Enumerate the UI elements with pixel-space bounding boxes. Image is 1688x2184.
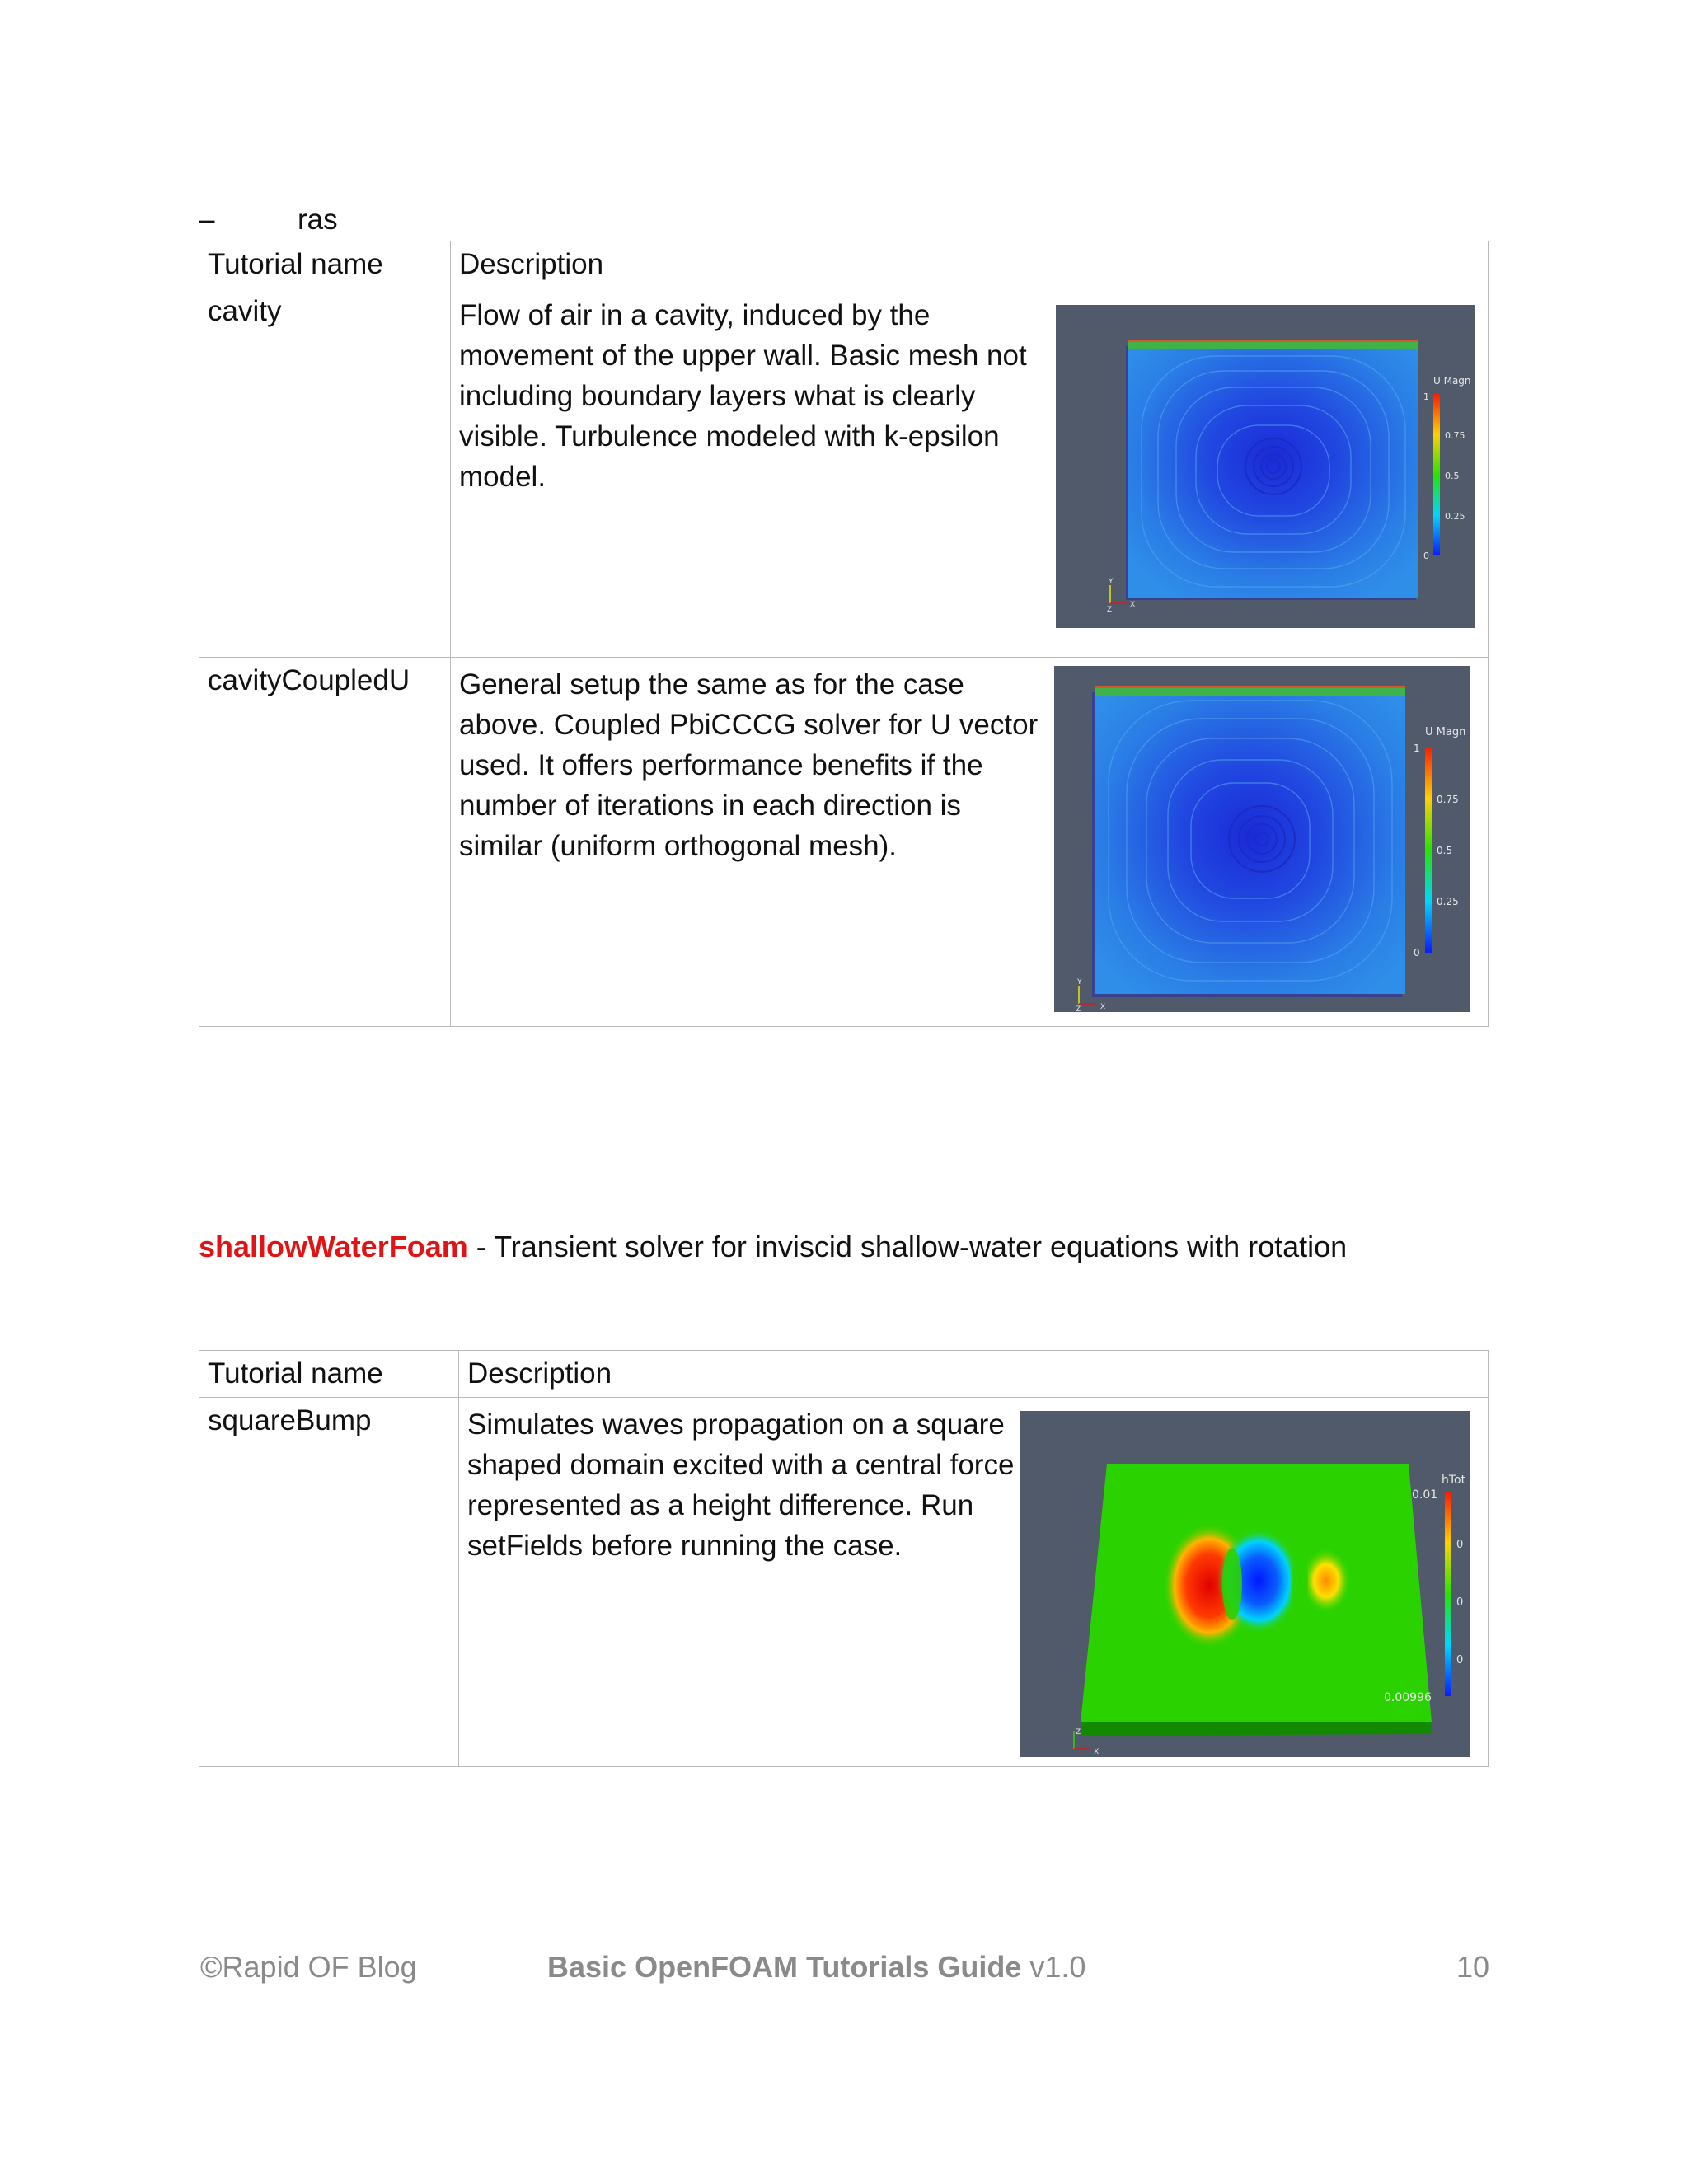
bullet-dash: –: [199, 204, 215, 236]
table-row: [199, 658, 1489, 1027]
tutorial-description: Simulates waves propagation on a square shaped domain excited with a central force represented as a height difference. Run setFields before running the case.: [467, 1408, 1015, 1562]
page-number: 10: [1456, 1950, 1489, 1984]
table-header-row: [199, 241, 1489, 288]
tutorial-name-cell: cavity: [199, 288, 451, 658]
header-tutorial-name: Tutorial name: [199, 241, 451, 288]
legend-title: hTot: [1442, 1474, 1466, 1487]
axis-label: X: [1100, 1003, 1106, 1011]
solver-heading: [199, 1228, 1347, 1266]
header-description: Description: [451, 241, 1489, 288]
tutorial-name-cell: cavityCoupledU: [199, 658, 451, 1027]
legend-title: U Magn: [1433, 375, 1471, 387]
axis-label: X: [1130, 601, 1136, 609]
footer-guide-title: [547, 1949, 1085, 1985]
legend-top-value: 0.01: [1412, 1488, 1438, 1502]
axis-label: Z: [1076, 1005, 1081, 1012]
table-row: [199, 1398, 1489, 1767]
tutorial-name-cell: squareBump: [199, 1398, 459, 1767]
squarebump-height-render: [1020, 1411, 1470, 1757]
axis-label: X: [1094, 1748, 1100, 1756]
legend-tick: 0: [1456, 1539, 1464, 1551]
ras-tutorials-table: [199, 241, 1489, 1027]
legend-tick: 0.5: [1437, 845, 1453, 856]
section-name: ras: [298, 204, 338, 236]
description-cell: [451, 658, 1489, 1027]
legend-bottom-value: 0.00996: [1384, 1691, 1432, 1704]
footer-copyright: ©Rapid OF Blog: [200, 1950, 417, 1984]
table-row: [199, 288, 1489, 658]
header-description: Description: [459, 1351, 1489, 1398]
solver-description: - Transient solver for inviscid shallow-water equations with rotation: [467, 1230, 1348, 1263]
description-cell: [459, 1398, 1489, 1767]
description-cell: [451, 288, 1489, 658]
legend-tick: 0.25: [1445, 511, 1465, 522]
solver-name: shallowWaterFoam: [199, 1230, 468, 1263]
shallowwaterfoam-tutorials-table: [199, 1350, 1489, 1767]
header-tutorial-name: Tutorial name: [199, 1351, 459, 1398]
axis-label: Z: [1107, 606, 1113, 614]
cavity-velocity-render: [1056, 305, 1475, 628]
tutorial-description: Flow of air in a cavity, induced by the movement of the upper wall. Basic mesh not including boundary layers what is clearly visible. Turbulence modeled with k-epsilon model.: [459, 299, 1027, 493]
section-bullet: [199, 201, 338, 239]
guide-version: v1.0: [1021, 1950, 1086, 1984]
legend-title: U Magn: [1425, 726, 1466, 738]
legend-tick: 0.75: [1437, 794, 1459, 805]
legend-tick: 0.25: [1437, 896, 1459, 907]
table-header-row: [199, 1351, 1489, 1398]
legend-tick: 0: [1414, 947, 1420, 958]
tutorial-description: General setup the same as for the case above. Coupled PbiCCCG solver for U vector used. It offers performance benefits if the number of iterations in each direction is similar (uniform orthogonal mesh).: [459, 668, 1039, 862]
legend-tick: 0: [1456, 1654, 1464, 1666]
axis-label: Y: [1077, 978, 1082, 987]
legend-tick: 1: [1414, 743, 1420, 754]
legend-tick: 1: [1423, 391, 1429, 402]
axis-label: Y: [1109, 578, 1114, 586]
axis-label: Z: [1076, 1728, 1081, 1736]
legend-tick: 0: [1456, 1596, 1464, 1609]
legend-tick: 0: [1423, 551, 1429, 561]
cavitycoupledu-velocity-render: [1054, 666, 1470, 1012]
legend-tick: 0.75: [1445, 430, 1465, 441]
guide-title: Basic OpenFOAM Tutorials Guide: [547, 1950, 1022, 1984]
legend-tick: 0.5: [1445, 471, 1460, 481]
